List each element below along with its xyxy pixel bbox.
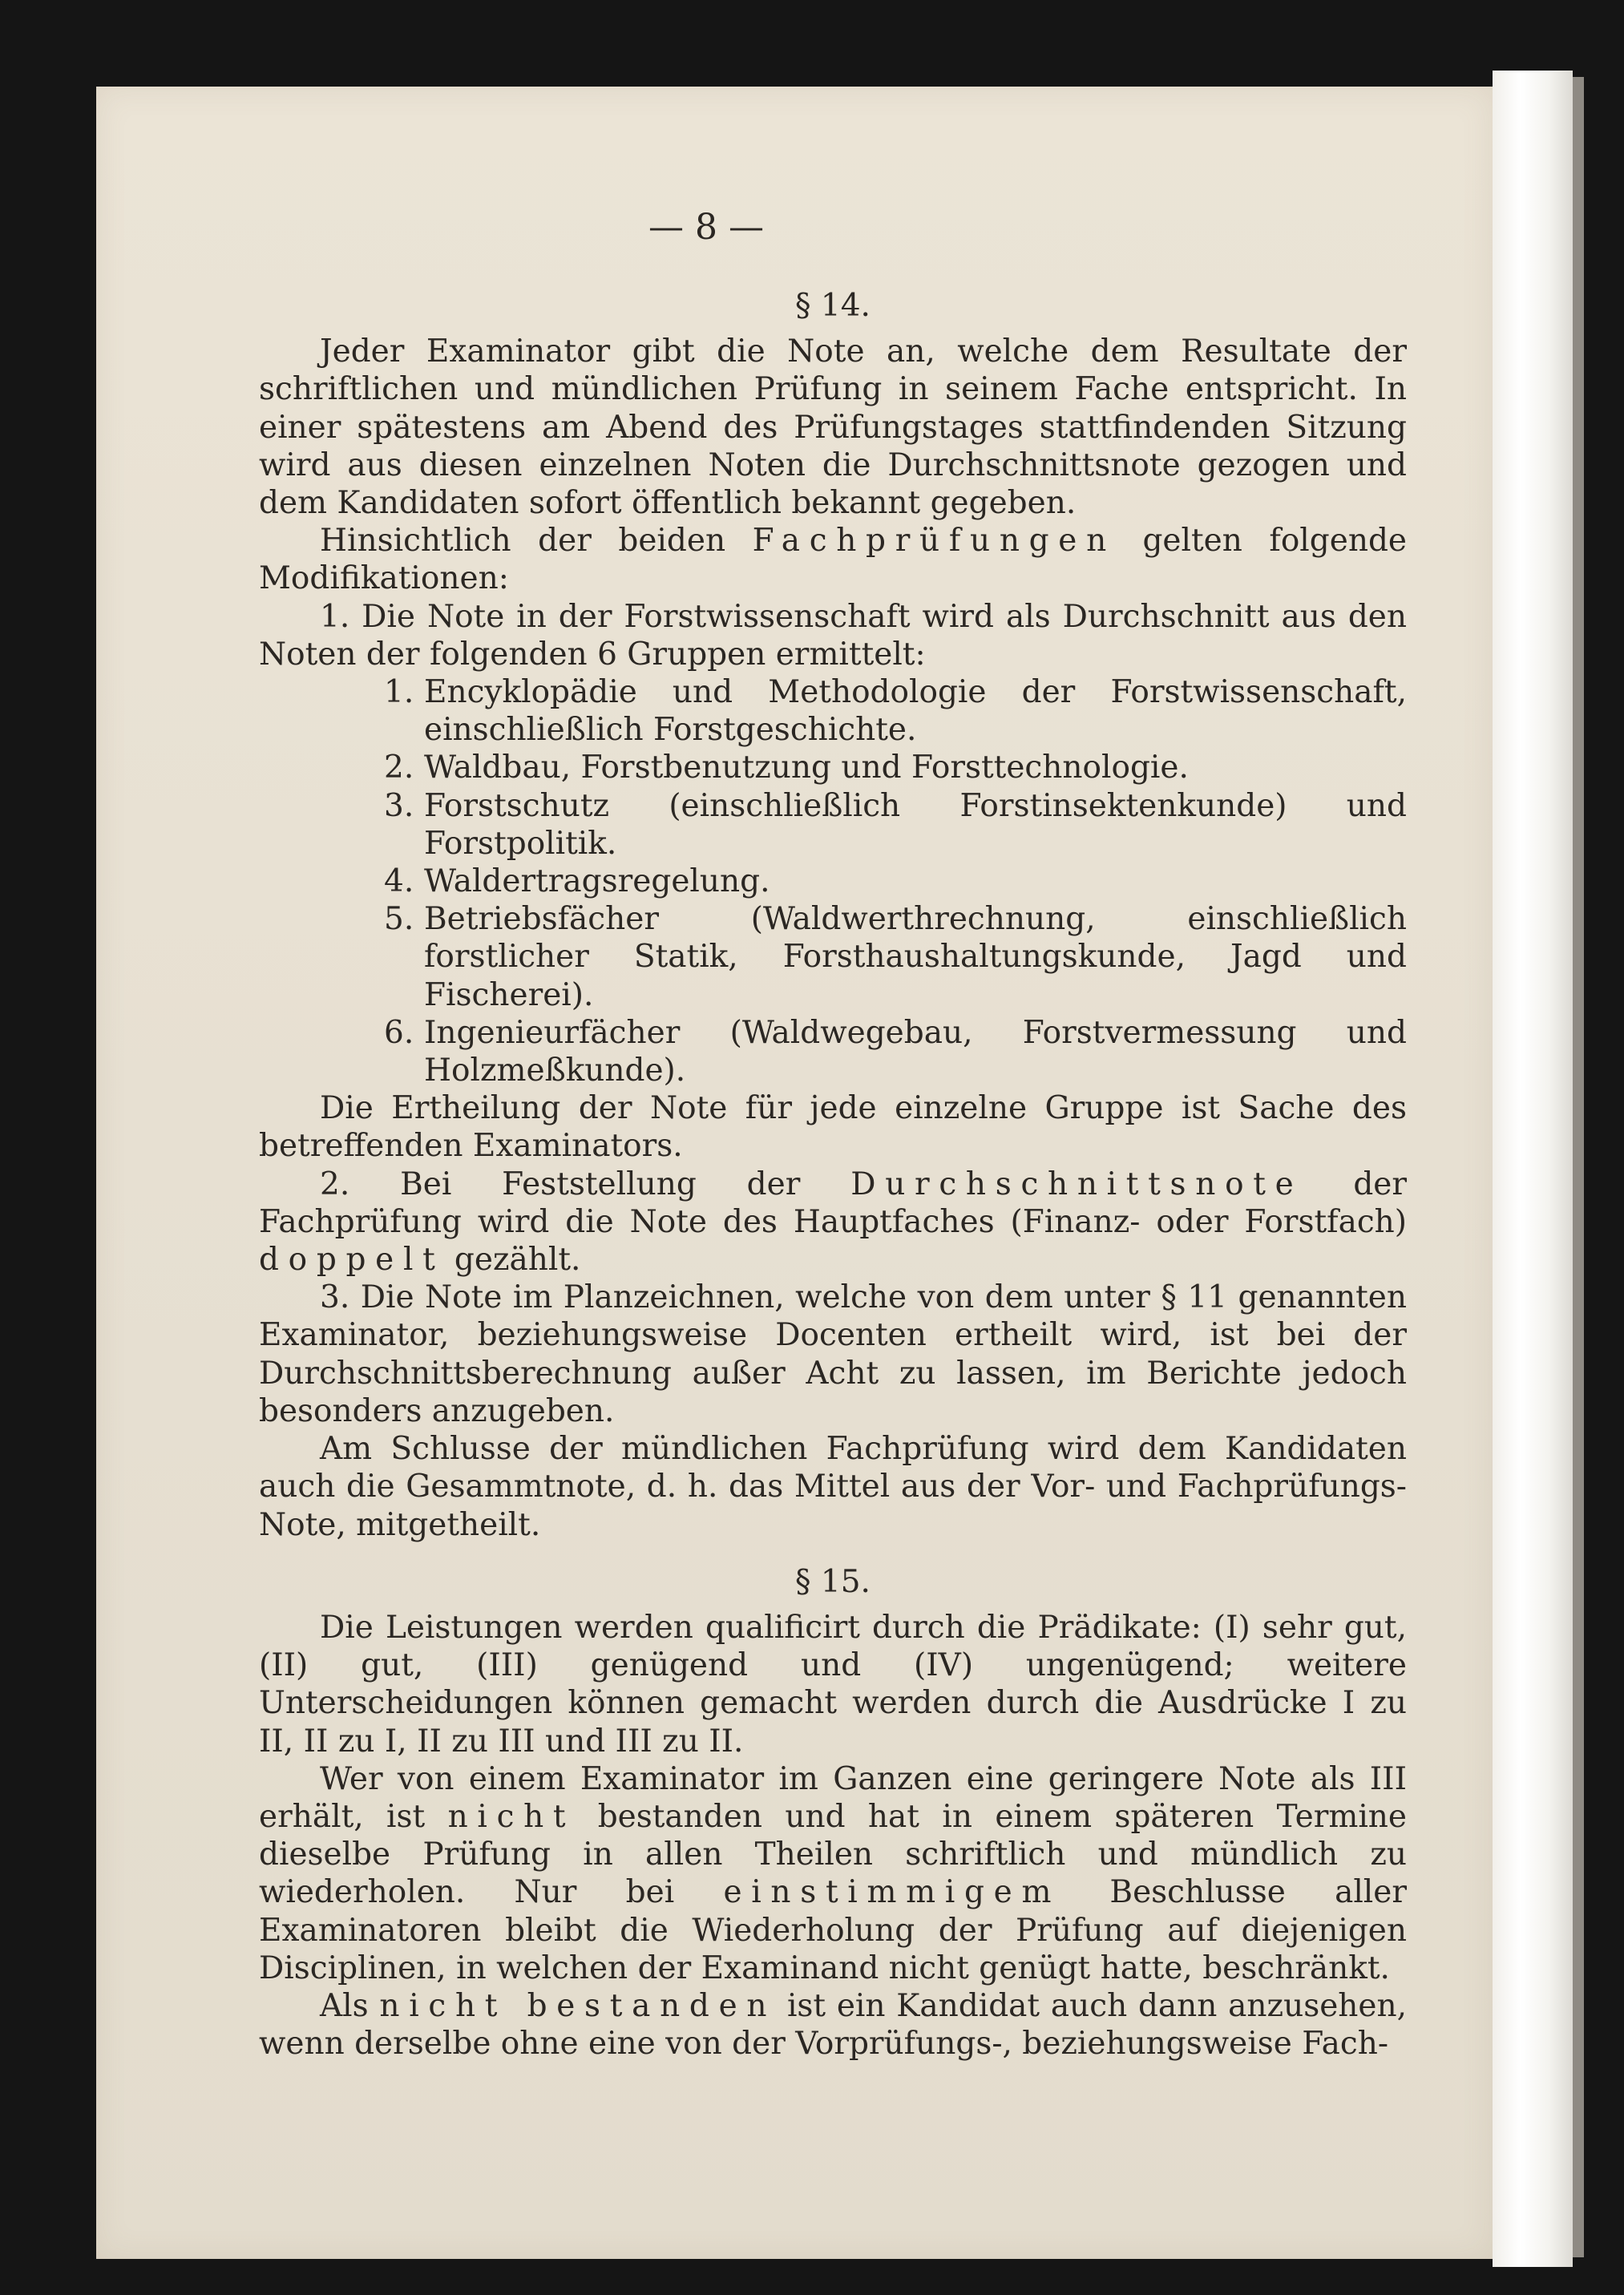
group-number: 1.: [384, 674, 414, 711]
section-15-paragraph-2: [259, 1760, 1407, 1987]
s15p3-text-a: Als: [320, 1987, 369, 2024]
section-14-final-paragraph: Am Schlusse der mündlichen Fachprüfung wird dem Kandidaten auch die Gesammtnote, d. h. das Mittel aus der Vor- und Fachprüfungs-Note, mitgetheilt.: [259, 1431, 1407, 1543]
group-text: Betriebsfächer (Waldwerthrechnung, einschließlich forstlicher Statik, Forsthaushaltungskunde, Jagd und Fischerei).: [424, 901, 1407, 1013]
item2-text-b: der Fachprüfung wird die Note des Hauptfaches (Finanz- oder Forstfach): [259, 1166, 1408, 1240]
p2-text-a: Hinsichtlich der beiden: [320, 523, 726, 560]
item2-spaced-term-2: doppelt: [259, 1242, 445, 1279]
page-edge-strip: [1493, 71, 1573, 2267]
s15p3-text-b: ist ein Kandidat auch dann anzusehen, wenn derselbe ohne eine von der Vorprüfungs-, beziehungsweise Fach-: [259, 1987, 1407, 2063]
p2-text-b: gelten folgende Modifikationen:: [259, 523, 1407, 597]
s15p2-spaced-term-2: einstimmigem: [723, 1874, 1061, 1911]
group-list-item: [384, 673, 1407, 749]
group-number: 6.: [384, 1014, 414, 1051]
group-list-item: [384, 900, 1407, 1014]
section-14-item-1: 1. Die Note in der Forstwissenschaft wird als Durchschnitt aus den Noten der folgenden 6 Gruppen ermittelt:: [259, 598, 1407, 673]
group-text: Waldbau, Forstbenutzung und Forsttechnologie.: [424, 750, 1189, 786]
item2-text-c: gezählt.: [454, 1242, 581, 1279]
section-14-heading: § 14.: [795, 288, 871, 324]
group-list-item: [384, 749, 1407, 786]
group-list-item: [384, 1014, 1407, 1089]
section-14-paragraph-2: [259, 522, 1407, 597]
section-15-heading: § 15.: [795, 1563, 871, 1600]
document-body: [259, 287, 1407, 2063]
s15p2-text-b: bestanden und hat in einem späteren Termine dieselbe Prüfung in allen Theilen schriftlich und mündlich zu wiederholen. Nur bei: [259, 1798, 1407, 1911]
s15p2-spaced-term-1: nicht: [447, 1798, 576, 1835]
s15p3-spaced-term: nicht bestanden: [379, 1987, 777, 2024]
group-text: Waldertragsregelung.: [424, 863, 770, 900]
item2-text-a: 2. Bei Feststellung der: [320, 1166, 801, 1202]
section-15-paragraph-3: [259, 1987, 1407, 2063]
group-text: Forstschutz (einschließlich Forstinsektenkunde) und Forstpolitik.: [424, 787, 1407, 862]
item2-spaced-term-1: Durchschnittsnote: [850, 1166, 1303, 1202]
group-list-item: [384, 863, 1407, 900]
group-list-item: [384, 787, 1407, 863]
section-15-paragraph-1: Die Leistungen werden qualificirt durch die Prädikate: (I) sehr gut, (II) gut, (III) genügend und (IV) ungenügend; weitere Unterscheidungen können gemacht werden durch die Ausdrücke I zu II, II zu I, II zu III und III zu II.: [259, 1609, 1407, 1760]
section-14-item-3: 3. Die Note im Planzeichnen, welche von dem unter § 11 genannten Examinator, beziehungsweise Docenten ertheilt wird, ist bei der Durchschnittsberechnung außer Acht zu lassen, im Berichte jedoch besonders anzugeben.: [259, 1279, 1407, 1429]
binding-edge: [1573, 77, 1584, 2257]
s15p2-text-c: Beschlusse aller Examinatoren bleibt die Wiederholung der Prüfung auf diejenigen Disciplinen, in welchen der Examinand nicht genügt hatte, beschränkt.: [259, 1874, 1407, 1986]
group-text: Encyklopädie und Methodologie der Forstwissenschaft, einschließlich Forstgeschichte.: [424, 674, 1407, 749]
page-number: — 8 —: [648, 207, 764, 248]
group-number: 2.: [384, 750, 414, 786]
s15p2-text-a: Wer von einem Examinator im Ganzen eine geringere Note als III erhält, ist: [259, 1760, 1407, 1835]
p2-spaced-term: Fachprüfungen: [752, 523, 1116, 560]
group-text: Ingenieurfächer (Waldwegebau, Forstvermessung und Holzmeßkunde).: [424, 1014, 1407, 1089]
section-14-group-paragraph: Die Ertheilung der Note für jede einzelne Gruppe ist Sache des betreffenden Examinators.: [259, 1090, 1407, 1165]
group-number: 5.: [384, 901, 414, 938]
section-14-paragraph-1: Jeder Examinator gibt die Note an, welche dem Resultate der schriftlichen und mündlichen Prüfung in seinem Fache entspricht. In einer spätestens am Abend des Prüfungstages stattfindenden Sitzung wird aus diesen einzelnen Noten die Durchschnittsnote gezogen und dem Kandidaten sofort öffentlich bekannt gegeben.: [259, 333, 1407, 522]
section-14-item-2: [259, 1166, 1407, 1279]
group-number: 3.: [384, 787, 414, 824]
group-number: 4.: [384, 863, 414, 900]
